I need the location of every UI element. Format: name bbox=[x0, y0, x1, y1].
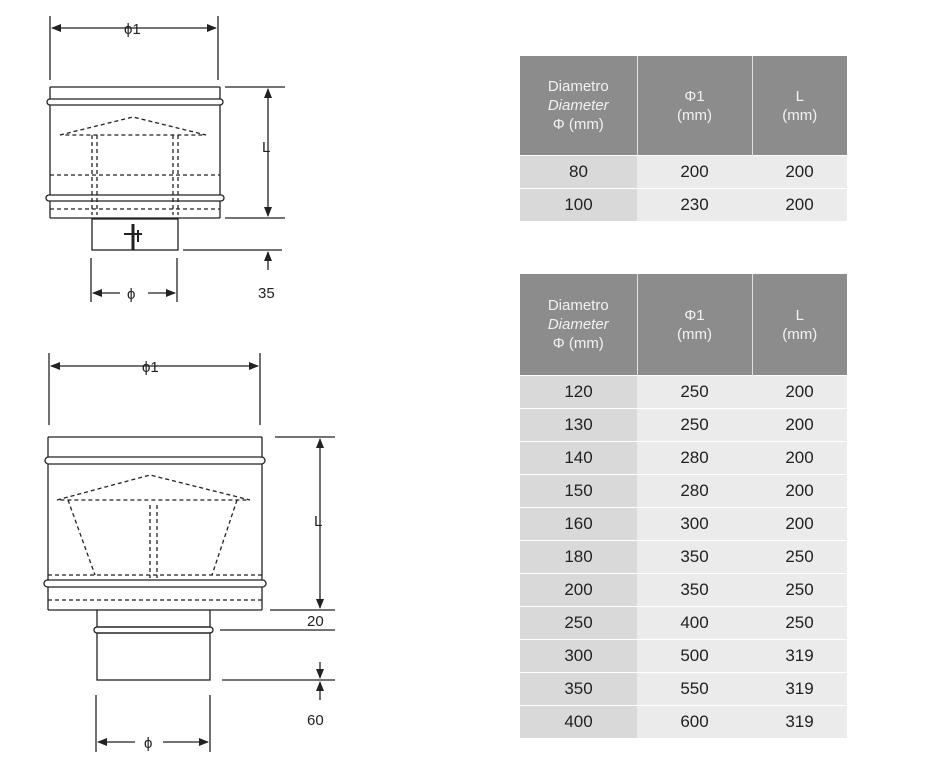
cell-L: 250 bbox=[752, 607, 847, 640]
header-diameter bbox=[520, 274, 637, 376]
cell-L: 200 bbox=[752, 442, 847, 475]
bottom-phi1-label: ϕ1 bbox=[142, 359, 159, 376]
header-diameter-unit: Φ (mm) bbox=[552, 116, 604, 133]
header-phi1-unit: (mm) bbox=[677, 106, 712, 124]
cell-diameter: 150 bbox=[520, 475, 637, 508]
cell-phi1: 300 bbox=[637, 508, 752, 541]
table-row bbox=[520, 475, 847, 508]
header-diameter-it: Diametro bbox=[547, 297, 609, 314]
header-diameter-unit: Φ (mm) bbox=[552, 335, 604, 352]
header-phi1 bbox=[637, 56, 752, 156]
header-L-unit: (mm) bbox=[782, 106, 818, 124]
cell-phi1: 280 bbox=[637, 442, 752, 475]
header-phi1-label: Φ1 bbox=[684, 87, 705, 105]
cell-L: 319 bbox=[752, 640, 847, 673]
cell-L: 200 bbox=[752, 156, 847, 189]
header-phi1-label: Φ1 bbox=[684, 306, 705, 324]
cell-diameter: 130 bbox=[520, 409, 637, 442]
bottom-rib bbox=[46, 195, 224, 201]
cell-diameter: 100 bbox=[520, 189, 637, 222]
header-L-label: L bbox=[795, 87, 804, 105]
bottom-gap-label: 20 bbox=[307, 613, 324, 630]
cell-L: 200 bbox=[752, 376, 847, 409]
bottom-L-label: L bbox=[314, 513, 323, 530]
header-L-unit: (mm) bbox=[782, 325, 818, 343]
cell-diameter: 80 bbox=[520, 156, 637, 189]
table-row bbox=[520, 640, 847, 673]
top-rib bbox=[47, 99, 223, 105]
hood-dashed-bottom bbox=[48, 475, 262, 600]
header-phi1 bbox=[637, 274, 752, 376]
table-row bbox=[520, 376, 847, 409]
cell-diameter: 250 bbox=[520, 607, 637, 640]
table-row bbox=[520, 442, 847, 475]
spigot-collar bbox=[97, 610, 210, 627]
drawing-top bbox=[46, 16, 285, 302]
top-rib-bottom bbox=[45, 457, 265, 464]
cell-diameter: 120 bbox=[520, 376, 637, 409]
table-row bbox=[520, 541, 847, 574]
spigot-bottom bbox=[97, 633, 210, 680]
cell-diameter: 180 bbox=[520, 541, 637, 574]
table-row bbox=[520, 706, 847, 739]
table-row bbox=[520, 673, 847, 706]
dimensions-table-small bbox=[520, 56, 847, 221]
cell-diameter: 200 bbox=[520, 574, 637, 607]
cell-phi1: 280 bbox=[637, 475, 752, 508]
table-header-row bbox=[520, 274, 847, 376]
cell-L: 319 bbox=[752, 706, 847, 739]
cell-L: 200 bbox=[752, 475, 847, 508]
cell-phi1: 350 bbox=[637, 574, 752, 607]
cell-phi1: 500 bbox=[637, 640, 752, 673]
cell-phi1: 230 bbox=[637, 189, 752, 222]
drawing-bottom bbox=[44, 353, 335, 752]
table-row bbox=[520, 189, 847, 222]
bottom-rib-bottom bbox=[44, 580, 266, 587]
dimensions-table-large bbox=[520, 274, 847, 738]
header-diameter bbox=[520, 56, 637, 156]
table-row bbox=[520, 607, 847, 640]
top-offset-label: 35 bbox=[258, 285, 275, 302]
table-row bbox=[520, 574, 847, 607]
cell-L: 200 bbox=[752, 409, 847, 442]
cell-phi1: 600 bbox=[637, 706, 752, 739]
cell-L: 250 bbox=[752, 574, 847, 607]
header-phi1-unit: (mm) bbox=[677, 325, 712, 343]
header-diameter-it: Diametro bbox=[547, 78, 609, 95]
cell-phi1: 350 bbox=[637, 541, 752, 574]
top-phi-label: ϕ bbox=[127, 286, 136, 303]
cell-phi1: 250 bbox=[637, 409, 752, 442]
cell-phi1: 550 bbox=[637, 673, 752, 706]
cell-diameter: 350 bbox=[520, 673, 637, 706]
cell-L: 200 bbox=[752, 508, 847, 541]
table-row bbox=[520, 409, 847, 442]
table-row bbox=[520, 156, 847, 189]
hood-dashed bbox=[50, 117, 220, 215]
cell-L: 250 bbox=[752, 541, 847, 574]
table-row bbox=[520, 508, 847, 541]
header-diameter-en: Diameter bbox=[547, 316, 609, 333]
cell-phi1: 200 bbox=[637, 156, 752, 189]
header-L-label: L bbox=[795, 306, 804, 324]
cell-phi1: 400 bbox=[637, 607, 752, 640]
cell-L: 200 bbox=[752, 189, 847, 222]
header-diameter-en: Diameter bbox=[547, 97, 609, 114]
header-L bbox=[752, 274, 847, 376]
cell-phi1: 250 bbox=[637, 376, 752, 409]
top-L-label: L bbox=[262, 139, 271, 156]
header-L bbox=[752, 56, 847, 156]
cell-diameter: 140 bbox=[520, 442, 637, 475]
cell-diameter: 160 bbox=[520, 508, 637, 541]
table-header-row bbox=[520, 56, 847, 156]
cell-L: 319 bbox=[752, 673, 847, 706]
bottom-offset-label: 60 bbox=[307, 712, 324, 729]
cell-diameter: 400 bbox=[520, 706, 637, 739]
top-phi1-label: ϕ1 bbox=[124, 21, 141, 38]
bottom-phi-label: ϕ bbox=[144, 735, 153, 752]
cell-diameter: 300 bbox=[520, 640, 637, 673]
